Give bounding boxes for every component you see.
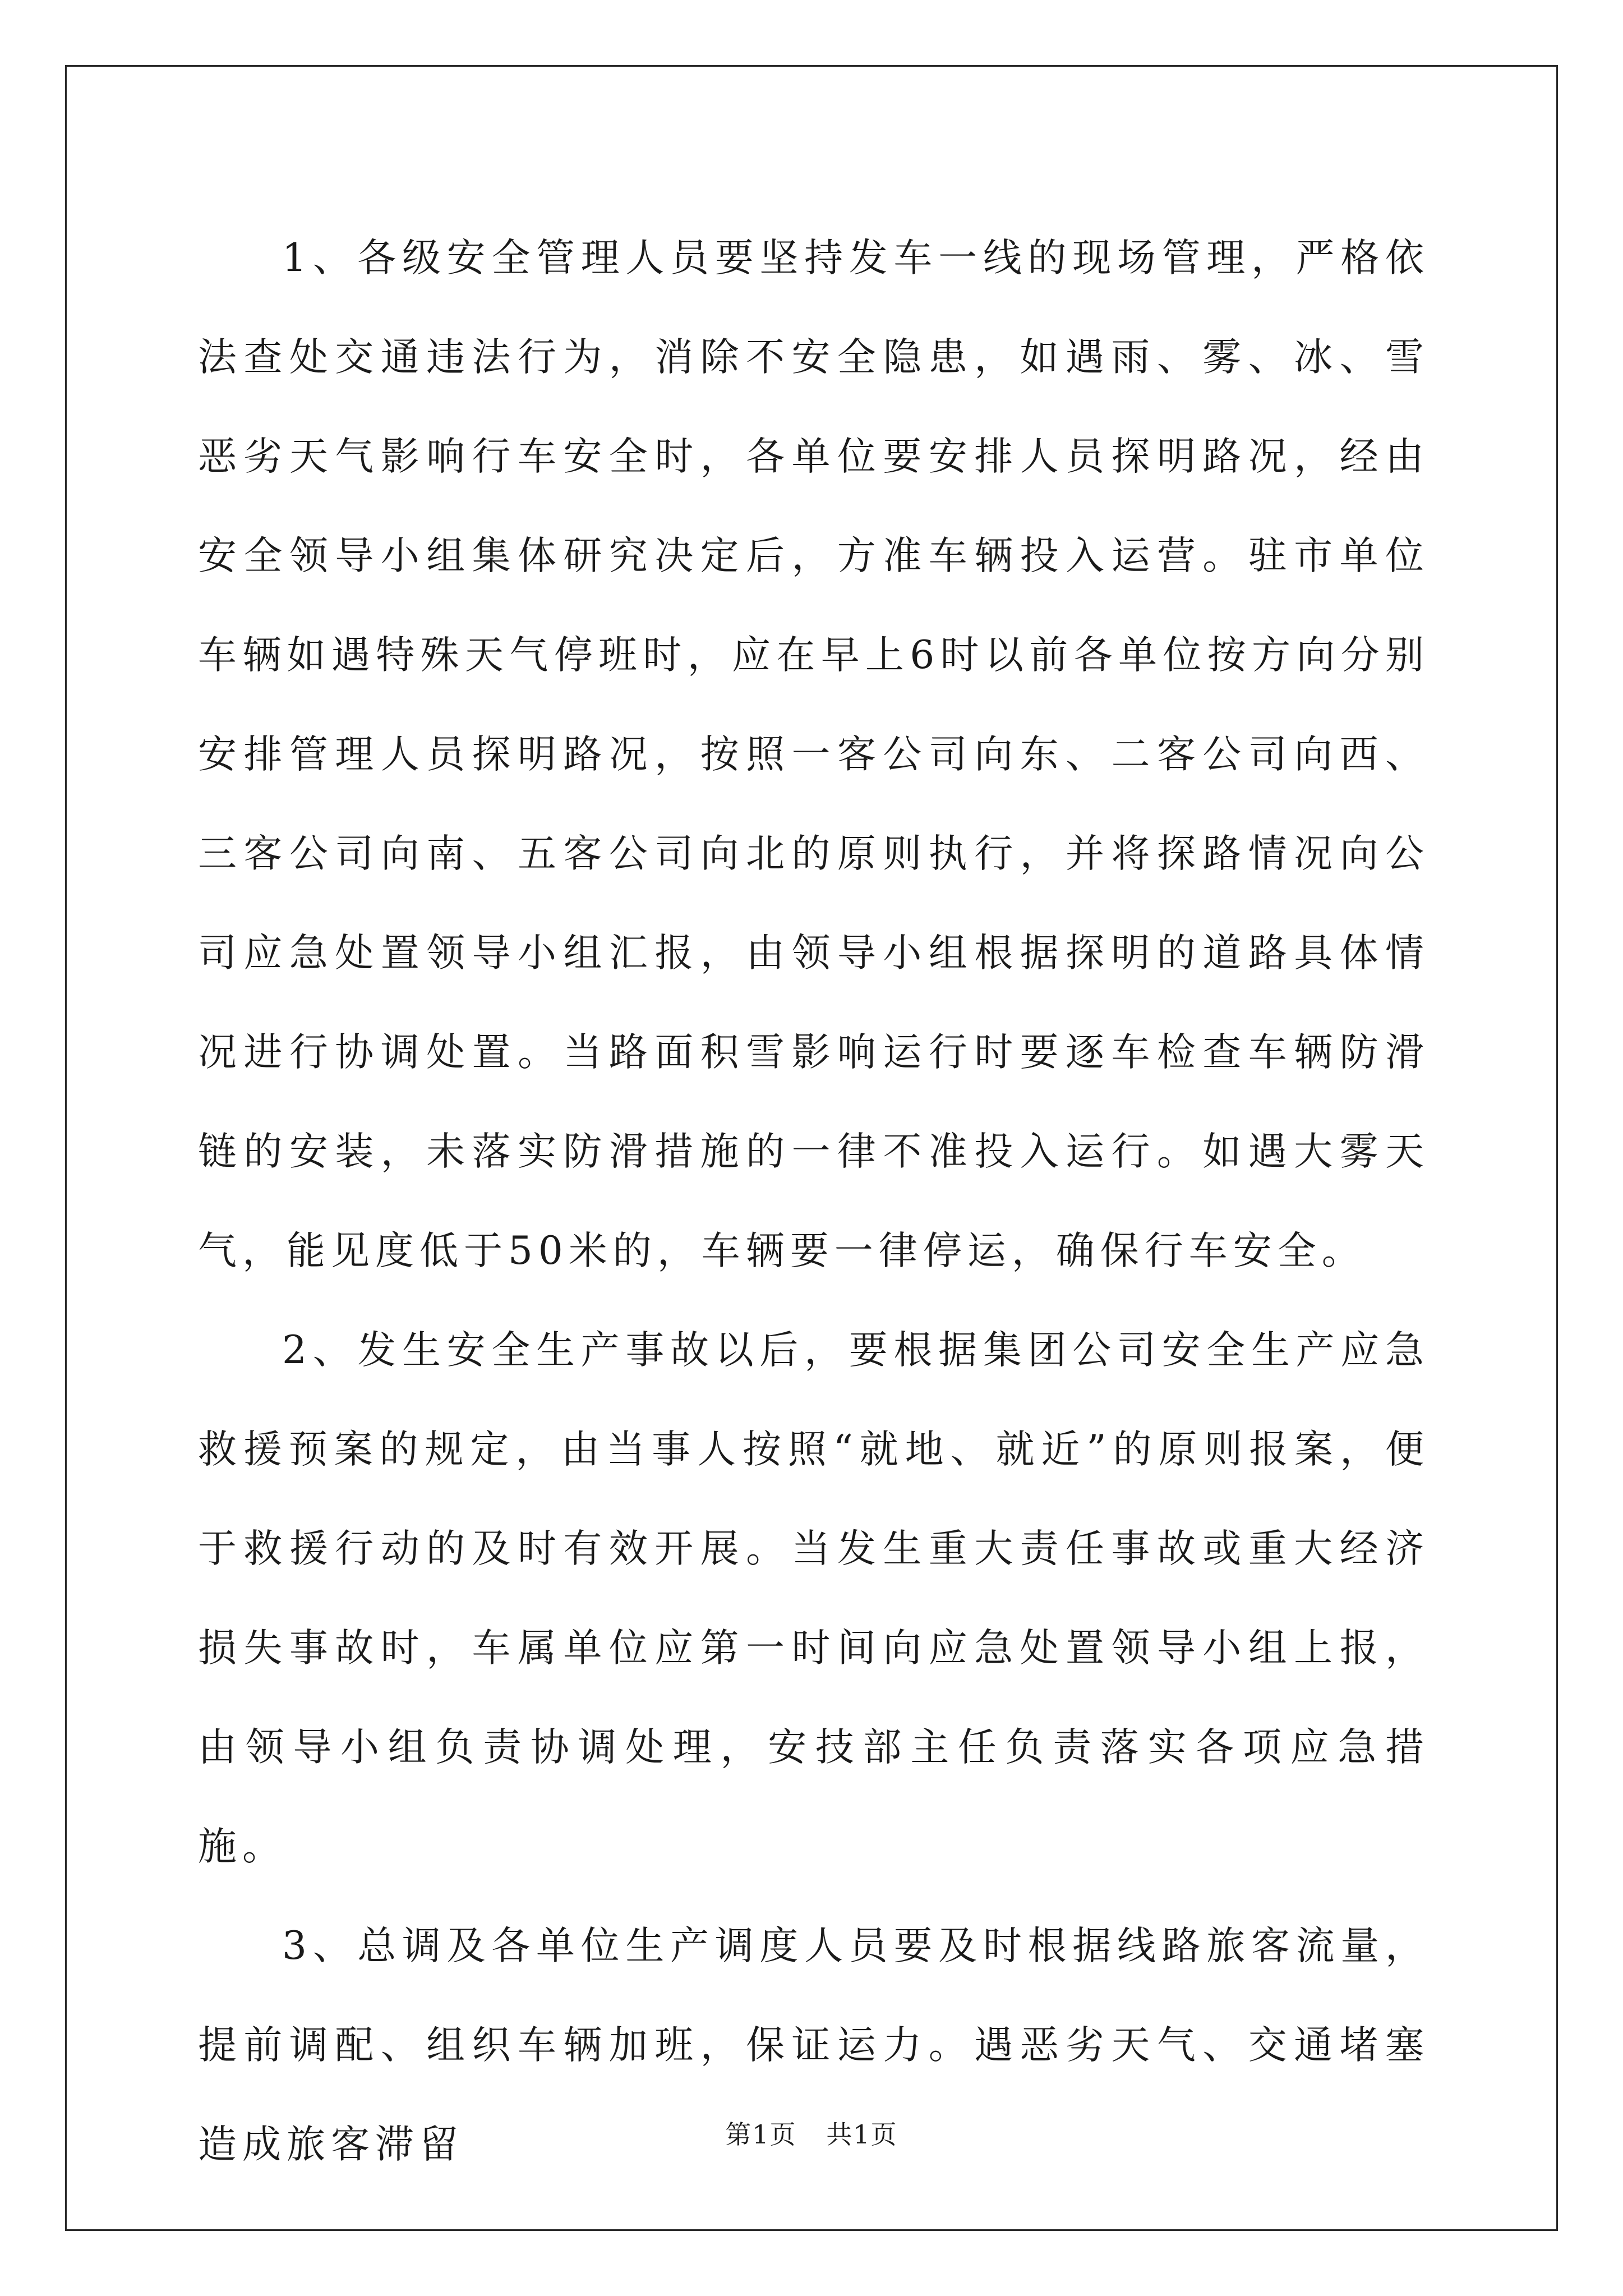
page-number: 第1页: [725, 2119, 797, 2150]
paragraph-3: 3、总调及各单位生产调度人员要及时根据线路旅客流量，提前调配、组织车辆加班，保证运力。遇恶劣天气、交通堵塞造成旅客滞留: [198, 1924, 1430, 2167]
total-pages: 共1页: [826, 2119, 898, 2150]
document-body: [198, 209, 1430, 2194]
page-footer: [0, 2118, 1623, 2151]
paragraph-2: 2、发生安全生产事故以后，要根据集团公司安全生产应急救援预案的规定，由当事人按照“就地、就近”的原则报案，便于救援行动的及时有效开展。当发生重大责任事故或重大经济损失事故时，车属单位应第一时间向应急处置领导小组上报，由领导小组负责协调处理，安技部主任负责落实各项应急措施。: [198, 1328, 1430, 1869]
paragraph-1: 1、各级安全管理人员要坚持发车一线的现场管理，严格依法查处交通违法行为，消除不安全隐患，如遇雨、雾、冰、雪恶劣天气影响行车安全时，各单位要安排人员探明路况，经由安全领导小组集体研究决定后，方准车辆投入运营。驻市单位车辆如遇特殊天气停班时，应在早上6时以前各单位按方向分别安排管理人员探明路况，按照一客公司向东、二客公司向西、三客公司向南、五客公司向北的原则执行，并将探路情况向公司应急处置领导小组汇报，由领导小组根据探明的道路具体情况进行协调处置。当路面积雪影响运行时要逐车检查车辆防滑链的安装，未落实防滑措施的一律不准投入运行。如遇大雾天气，能见度低于50米的，车辆要一律停运，确保行车安全。: [198, 236, 1430, 1273]
